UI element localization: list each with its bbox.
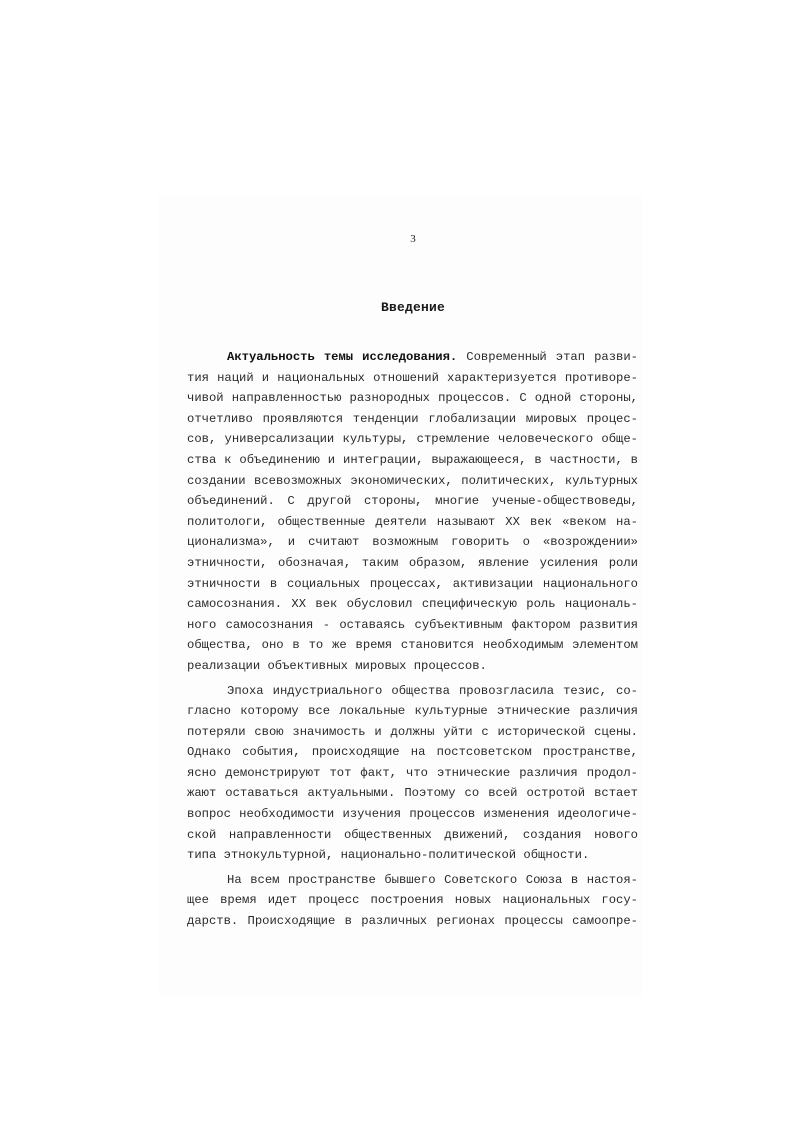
page-number: 3 bbox=[410, 233, 416, 245]
text-line: общества, оно в то же время становится необходимым элементом bbox=[187, 638, 638, 653]
paragraph-3 bbox=[187, 870, 638, 932]
text-line: ционализма», и считают возможным говорить о «возрождении» bbox=[187, 535, 638, 550]
text-line: гласно которому все локальные культурные этнические различия bbox=[187, 704, 638, 719]
text-line: объединений. С другой стороны, многие ученые-обществоведы, bbox=[187, 494, 638, 509]
body-text bbox=[187, 347, 638, 932]
text-line: тия наций и национальных отношений характеризуется противоре- bbox=[187, 370, 638, 385]
text-line: сов, универсализации культуры, стремление человеческого обще- bbox=[187, 432, 638, 447]
text-line: чивой направленностью разнородных процессов. С одной стороны, bbox=[187, 391, 638, 406]
text-line: типа этнокультурной, национально-политической общности. bbox=[187, 848, 590, 863]
text-line: ного самосознания - оставаясь субъективным фактором развития bbox=[187, 617, 638, 632]
section-title: Введение bbox=[380, 300, 445, 315]
text-line: Однако события, происходящие на постсоветском пространстве, bbox=[187, 745, 638, 760]
text-line: ской направленности общественных движений, создания нового bbox=[187, 827, 638, 842]
lead-phrase: Актуальность темы исследования. bbox=[227, 350, 458, 364]
text-line: реализации объективных мировых процессов. bbox=[187, 658, 487, 673]
text-line: ясно демонстрируют тот факт, что этнические различия продол- bbox=[187, 765, 638, 780]
text-line: политологи, общественные деятели называют XX век «веком на- bbox=[187, 514, 638, 529]
text-line: этничности, обозначая, таким образом, явление усиления роли bbox=[187, 555, 638, 570]
text-line: потеряли свою значимость и должны уйти с исторической сцены. bbox=[187, 724, 638, 739]
text-line: вопрос необходимости изучения процессов изменения идеологиче- bbox=[187, 807, 638, 822]
text-line: создании всевозможных экономических, политических, культурных bbox=[187, 473, 638, 488]
text-line: На всем пространстве бывшего Советского Союза в настоя- bbox=[227, 872, 638, 887]
text-line: отчетливо проявляются тенденции глобализации мировых процес- bbox=[187, 411, 638, 426]
text-line: ства к объединению и интеграции, выражающееся, в частности, в bbox=[187, 452, 638, 467]
text-line: щее время идет процесс построения новых национальных госу- bbox=[187, 893, 638, 908]
text-line: Актуальность темы исследования. Современный этап разви- bbox=[227, 350, 638, 364]
text-line: Эпоха индустриального общества провозгласила тезис, со- bbox=[227, 683, 638, 698]
text-line: жают оставаться актуальными. Поэтому со всей остротой встает bbox=[187, 786, 638, 801]
text-line: самосознания. XX век обусловил специфическую роль националь- bbox=[187, 597, 638, 612]
paragraph-2 bbox=[187, 681, 638, 866]
paragraph-1 bbox=[187, 347, 638, 677]
text-line: этничности в социальных процессах, активизации национального bbox=[187, 576, 638, 591]
text-line: дарств. Происходящие в различных регионах процессы самоопре- bbox=[187, 914, 638, 929]
